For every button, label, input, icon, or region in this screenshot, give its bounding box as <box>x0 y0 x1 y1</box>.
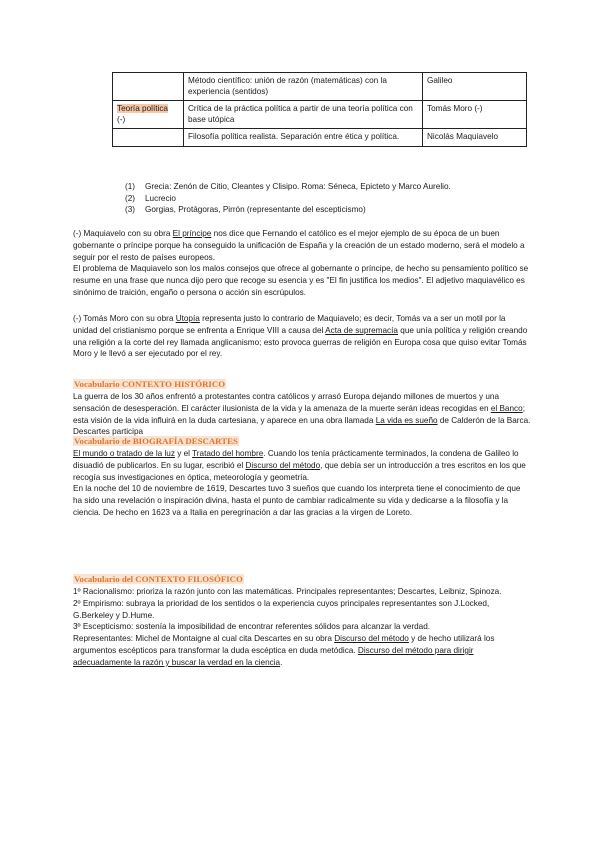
list-item <box>125 181 451 193</box>
list-item <box>125 204 451 216</box>
table-cell-category <box>113 101 184 129</box>
table-cell: Método científico: unión de razón (matemáticas) con la experiencia (sentidos) <box>184 73 423 101</box>
highlighted-term: Teoría política <box>117 104 168 113</box>
list-text: Lucrecio <box>145 193 176 203</box>
text-run: y el <box>174 449 193 458</box>
filosofico-section <box>73 586 531 669</box>
table-row <box>113 73 527 101</box>
list-number: (3) <box>125 205 136 215</box>
text-run: Representantes: Michel de Montaigne al cual cita Descartes en su obra <box>73 634 335 644</box>
list-number: (2) <box>125 193 136 203</box>
text-run: nos dice que Fernando el católico es el mejor ejemplo de su época de un buen gobernante o príncipe porque ha conseguido la unificación de España y la creación de un estado moderno, será el modelo a seguir por el resto de países europeos. <box>73 229 525 262</box>
philosophy-table <box>112 72 527 147</box>
heading-text: Vocabulario CONTEXTO HISTÓRICO <box>74 379 226 389</box>
numbered-notes <box>125 181 451 216</box>
heading-text: Vocabulario de BIOGRAFÍA DESCARTES <box>74 436 238 446</box>
text-run: de Calderón de la Barca. Descartes participa <box>73 415 531 437</box>
work-link: Discurso del método <box>334 634 409 644</box>
table-row <box>113 101 527 129</box>
text-run: . <box>280 657 283 667</box>
moro-section <box>73 313 531 360</box>
work-link: El mundo o tratado de la luz <box>73 449 175 458</box>
heading-contexto-historico <box>73 379 226 389</box>
book-link: Utopía <box>175 314 200 323</box>
table-cell: Galileo <box>423 73 527 101</box>
paragraph <box>73 391 531 438</box>
paragraph <box>73 448 531 483</box>
list-number: (1) <box>125 182 136 191</box>
paragraph: 1º Racionalismo: prioriza la razón junto con las matemáticas. Principales representantes; Descartes, Leibniz, Spinoza. <box>73 587 502 596</box>
paragraph: 3º Escepticismo: sostenía la imposibilidad de encontrar referentes sólidos para alcanzar la verdad. <box>73 622 431 632</box>
paragraph <box>73 313 531 360</box>
table-cell: Tomás Moro (-) <box>423 101 527 129</box>
book-link: El príncipe <box>172 229 212 238</box>
act-link: Acta de supremacía <box>325 325 398 335</box>
table-cell: Nicolás Maquiavelo <box>423 129 527 147</box>
table-cell: Filosofía política realista. Separación entre ética y política. <box>184 129 423 147</box>
text-run: y de hecho utilizará los argumentos escépticos para transformar la duda escéptica en duda metódica. <box>73 634 495 655</box>
heading-contexto-filosofico <box>73 574 244 584</box>
text-run: representa justo lo contrario de Maquiavelo; es decir, Tomás va a ser un motil por la unidad del cristianismo porque se enfrenta a Enrique VIII a causa del <box>73 314 506 335</box>
table-cell: Crítica de la práctica política a partir de una teoría política con base utópica <box>184 101 423 129</box>
work-link: Tratado del hombre <box>192 449 264 458</box>
work-link: Discurso del método para dirigir adecuadamente la razón y buscar la verdad en la ciencia <box>73 645 474 667</box>
paragraph <box>73 633 531 668</box>
list-text: Gorgias, Protágoras, Pirrón (representante del escepticismo) <box>145 205 366 215</box>
paragraph: En la noche del 10 de noviembre de 1619, Descartes tuvo 3 sueños que cuando los interpreta tiene el conocimiento de que ha sido una revelación o inspiración divina, hasta el punto de cambiar radicalmente su vida y dedicarse a la filosofía y la ciencia. De hecho en 1623 va a Italia en peregrinación a dar las gracias a la virgen de Loreto. <box>73 484 521 517</box>
text-run: (-) Tomás Moro con su obra <box>73 314 176 323</box>
text-run: , que debía ser un introducción a tres escritos en los que recogía sus investigaciones en óptica, meteorología y geometría. <box>73 460 526 482</box>
table-cell-suffix: (-) <box>117 114 126 124</box>
heading-biografia <box>73 436 239 446</box>
heading-text: Vocabulario del CONTEXTO FILOSÓFICO <box>74 574 243 584</box>
table-cell <box>113 129 184 147</box>
work-link: el Banco <box>490 403 523 413</box>
table-cell <box>113 73 184 101</box>
paragraph <box>73 228 531 263</box>
work-link: La vida es sueño <box>375 415 438 425</box>
text-run: que unía política y religión creando una religión a la corte del rey llamada anglicanismo; esto provoca guerras de religión en Europa cosa que quiso evitar Tomás Moro y le llevó a ser ejecutado por el rey. <box>73 325 528 359</box>
paragraph: El problema de Maquiavelo son los malos consejos que ofrece al gobernante o príncipe, de hecho su pensamiento político se resume en una frase que nunca dijo pero que recoge su esencia y es "El fin justifica los medios". El adjetivo maquiavélico es sinónimo de traición, engaño o persona o acción sin escrúpulos. <box>73 264 529 297</box>
historico-section <box>73 391 531 438</box>
table-row <box>113 129 527 147</box>
maquiavelo-section <box>73 228 531 299</box>
paragraph: 2º Empirismo: subraya la prioridad de los sentidos o la experiencia cuyos principales representantes son J.Locked, G.Berkeley y D.Hume. <box>73 598 490 620</box>
list-text: Grecia: Zenón de Citio, Cleantes y Clisipo. Roma: Séneca, Epicteto y Marco Aurelio. <box>145 182 451 191</box>
work-link: Discurso del método <box>245 460 321 470</box>
list-item <box>125 193 451 205</box>
text-run: (-) Maquiavelo con su obra <box>73 229 173 238</box>
text-run: ; esta visión de la vida influirá en la duda cartesiana, y aparece en una obra llamada <box>73 403 525 425</box>
text-run: La guerra de los 30 años enfrentó a protestantes contra católicos y arrasó Europa dejando millones de muertos y una sensación de desesperación. El carácter ilusionista de la vida y la amenaza de la muerte serán ideas recogidas en <box>73 392 500 413</box>
biografia-section <box>73 448 531 519</box>
text-run: . Cuando los tenía prácticamente terminados, la condena de Galileo lo disuadió de publicarlos. En su lugar, escribió el <box>73 449 519 470</box>
